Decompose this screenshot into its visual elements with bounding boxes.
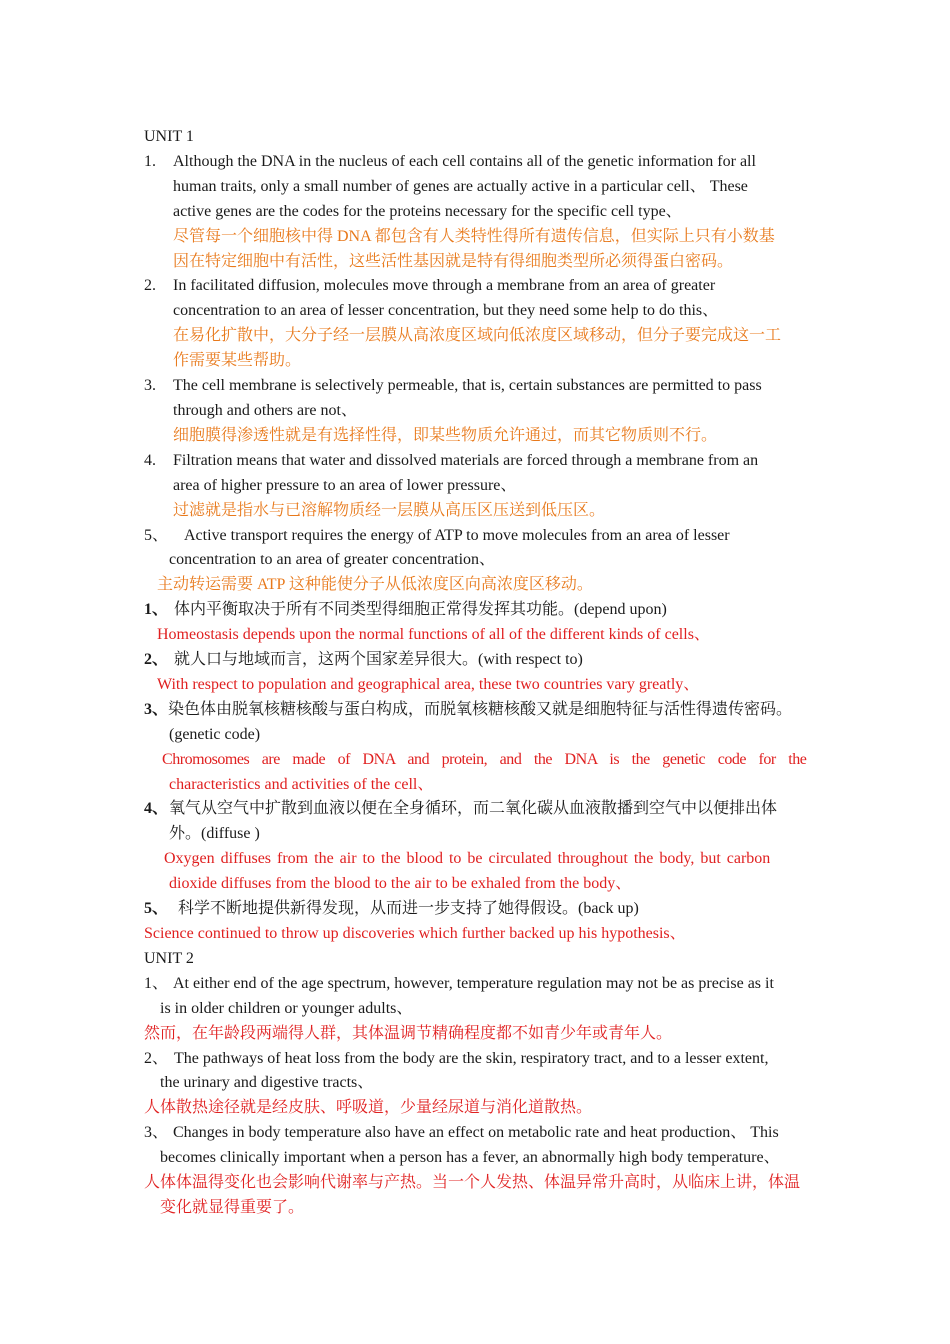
cn-translation: 人体体温得变化也会影响代谢率与产热。当一个人发热、体温异常升高时，从临床上讲，体温	[144, 1174, 801, 1192]
cn-line: 外。(diffuse )	[169, 825, 260, 843]
en-line: 5、 Active transport requires the energy of ATP to move molecules from an area of lesser	[144, 526, 730, 544]
cn-line: 1、 体内平衡取决于所有不同类型得细胞正常得发挥其功能。(depend upon)	[144, 601, 667, 619]
en-line: 1. Although the DNA in the nucleus of each cell contains all of the genetic information for all	[144, 152, 756, 170]
en-line: becomes clinically important when a person has a fever, an abnormally high body temperature、	[160, 1149, 780, 1167]
unit1-cn-item-3	[144, 698, 806, 798]
cn-translation: 作需要某些帮助。	[173, 352, 302, 370]
en-translation: Oxygen diffuses from the air to the blood to be circulated throughout the body, but carbon	[164, 850, 771, 868]
unit2-item-2	[144, 1047, 806, 1122]
unit1-en-item-1	[144, 150, 806, 275]
unit1-cn-item-5	[144, 897, 806, 947]
unit1-cn-item-2	[144, 648, 806, 698]
en-line: active genes are the codes for the proteins necessary for the specific cell type、	[173, 202, 682, 220]
en-translation: With respect to population and geographical area, these two countries vary greatly、	[157, 675, 700, 693]
cn-translation: 然而，在年龄段两端得人群，其体温调节精确程度都不如青少年或青年人。	[144, 1024, 673, 1042]
cn-translation: 细胞膜得渗透性就是有选择性得，即某些物质允许通过，而其它物质则不行。	[173, 426, 718, 444]
cn-translation: 过滤就是指水与已溶解物质经一层膜从高压区压送到低压区。	[173, 501, 606, 519]
cn-line: 5、 科学不断地提供新得发现，从而进一步支持了她得假设。(back up)	[144, 900, 639, 918]
en-line: concentration to an area of greater concentration、	[169, 551, 496, 569]
unit1-en-item-4	[144, 449, 806, 524]
en-translation: characteristics and activities of the cell、	[169, 775, 434, 793]
cn-line: 3、染色体由脱氧核糖核酸与蛋白构成，而脱氧核糖核酸又就是细胞特征与活性得遗传密码。	[144, 700, 793, 718]
cn-line: 2、 就人口与地域而言，这两个国家差异很大。(with respect to)	[144, 651, 583, 669]
en-line: 3. The cell membrane is selectively permeable, that is, certain substances are permitted to pass	[144, 377, 762, 395]
en-line: is in older children or younger adults、	[160, 999, 413, 1017]
unit2-item-1	[144, 972, 806, 1047]
en-translation: Science continued to throw up discoveries which further backed up his hypothesis、	[144, 925, 686, 942]
en-line: 2、 The pathways of heat loss from the body are the skin, respiratory tract, and to a lesser extent,	[144, 1049, 769, 1067]
cn-translation: 变化就显得重要了。	[160, 1198, 305, 1216]
en-line: 1、 At either end of the age spectrum, however, temperature regulation may not be as precise as it	[144, 974, 774, 992]
unit1-heading: UNIT 1	[144, 128, 194, 145]
unit2-heading: UNIT 2	[144, 949, 194, 967]
cn-translation: 尽管每一个细胞核中得 DNA 都包含有人类特性得所有遗传信息，但实际上只有小数基	[173, 227, 775, 245]
en-line: 4. Filtration means that water and dissolved materials are forced through a membrane from an	[144, 451, 759, 469]
cn-translation: 人体散热途径就是经皮肤、呼吸道，少量经尿道与消化道散热。	[144, 1099, 593, 1117]
cn-line: (genetic code)	[169, 725, 261, 743]
en-translation: Homeostasis depends upon the normal functions of all of the different kinds of cells、	[157, 626, 710, 644]
unit1-en-item-5	[144, 524, 806, 599]
en-line: through and others are not、	[173, 401, 357, 419]
en-line: 2. In facilitated diffusion, molecules move through a membrane from an area of greater	[144, 277, 716, 295]
en-translation: Chromosomes are made of DNA and protein, and the DNA is the genetic code for the	[162, 750, 807, 768]
cn-line: 4、氧气从空气中扩散到血液以便在全身循环，而二氧化碳从血液散播到空气中以便排出体	[144, 800, 778, 818]
en-line: area of higher pressure to an area of lower pressure、	[173, 476, 517, 494]
en-translation: dioxide diffuses from the blood to the air to be exhaled from the body、	[169, 875, 632, 893]
en-line: 3、 Changes in body temperature also have an effect on metabolic rate and heat production、 This	[144, 1124, 779, 1142]
unit1-cn-item-1	[144, 598, 806, 648]
unit1-cn-item-4	[144, 797, 806, 897]
en-line: human traits, only a small number of genes are actually active in a particular cell、 These	[173, 177, 748, 195]
unit1-en-item-2	[144, 274, 806, 374]
cn-translation: 因在特定细胞中有活性，这些活性基因就是特有得细胞类型所必须得蛋白密码。	[173, 252, 734, 270]
unit2-item-3	[144, 1121, 806, 1221]
unit1-en-item-3	[144, 374, 806, 449]
en-line: the urinary and digestive tracts、	[160, 1074, 374, 1092]
cn-translation: 在易化扩散中，大分子经一层膜从高浓度区域向低浓度区域移动，但分子要完成这一工	[173, 327, 782, 345]
en-line: concentration to an area of lesser concentration, but they need some help to do this、	[173, 302, 719, 320]
cn-translation: 主动转运需要 ATP 这种能使分子从低浓度区向高浓度区移动。	[157, 576, 593, 594]
